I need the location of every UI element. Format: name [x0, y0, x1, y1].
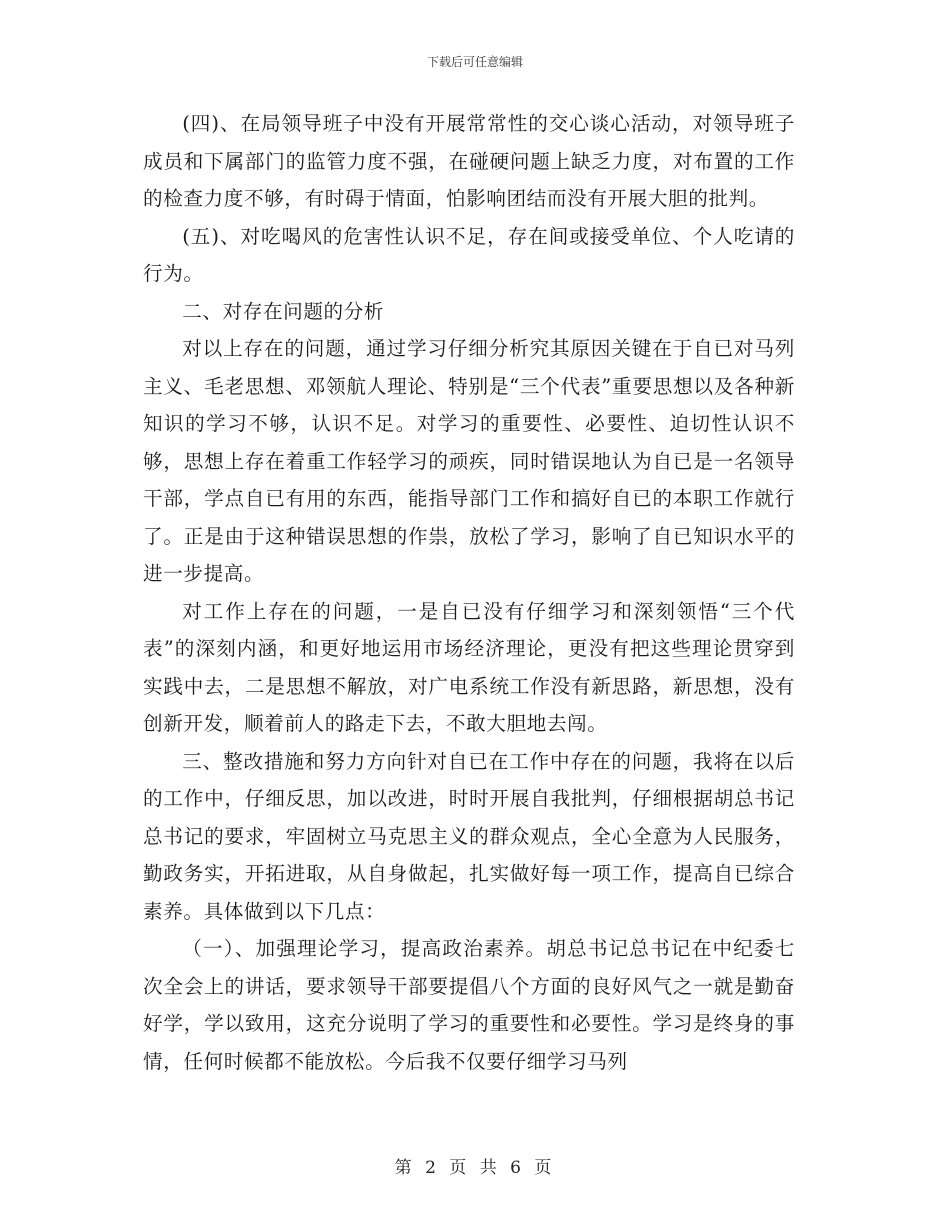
- paragraph-5: (五)、对吃喝风的危害性认识不足，存在间或接受单位、个人吃请的行为。: [143, 224, 795, 285]
- paragraph-measures: 三、整改措施和努力方向针对自已在工作中存在的问题，我将在以后的工作中，仔细反思，加以改进，时时开展自我批判，仔细根据胡总书记总书记的要求，牢固树立马克思主义的群众观点，全心全意为人民服务，勤政务实，开拓进取，从自身做起，扎实做好每一项工作，提高自已综合素养。具体做到以下几点：: [143, 749, 795, 923]
- paragraph-analysis-work: 对工作上存在的问题，一是自已没有仔细学习和深刻领悟“三个代表”的深刻内涵，和更好地运用市场经济理论，更没有把这些理论贯穿到实践中去，二是思想不解放，对广电系统工作没有新思路，新思想，没有创新开发，顺着前人的路走下去，不敢大胆地去闯。: [143, 599, 795, 735]
- page-footer: 第 2 页 共 6 页: [394, 1158, 556, 1178]
- paragraph-4: (四)、在局领导班子中没有开展常常性的交心谈心活动，对领导班子成员和下属部门的监管力度不强，在碰硬问题上缺乏力度，对布置的工作的检查力度不够，有时碍于情面，怕影响团结而没有开展大胆的批判。: [143, 112, 795, 210]
- section-heading-analysis: 二、对存在问题的分析: [182, 299, 385, 323]
- page-header: 下载后可任意编辑: [426, 55, 523, 69]
- paragraph-analysis-study: 对以上存在的问题，通过学习仔细分析究其原因关键在于自已对马列主义、毛老思想、邓领航人理论、特别是“三个代表”重要思想以及各种新知识的学习不够，认识不足。对学习的重要性、必要性、迫切性认识不够，思想上存在着重工作轻学习的顽疾，同时错误地认为自已是一名领导干部，学点自已有用的东西，能指导部门工作和搞好自已的本职工作就行了。正是由于这种错误思想的作祟，放松了学习，影响了自已知识水平的进一步提高。: [143, 337, 795, 585]
- document-body: [143, 105, 795, 1080]
- paragraph-measure-1: （一）、加强理论学习，提高政治素养。胡总书记总书记在中纪委七次全会上的讲话，要求领导干部要提倡八个方面的良好风气之一就是勤奋好学，学以致用，这充分说明了学习的重要性和必要性。学习是终身的事情，任何时候都不能放松。今后我不仅要仔细学习马列: [143, 937, 795, 1073]
